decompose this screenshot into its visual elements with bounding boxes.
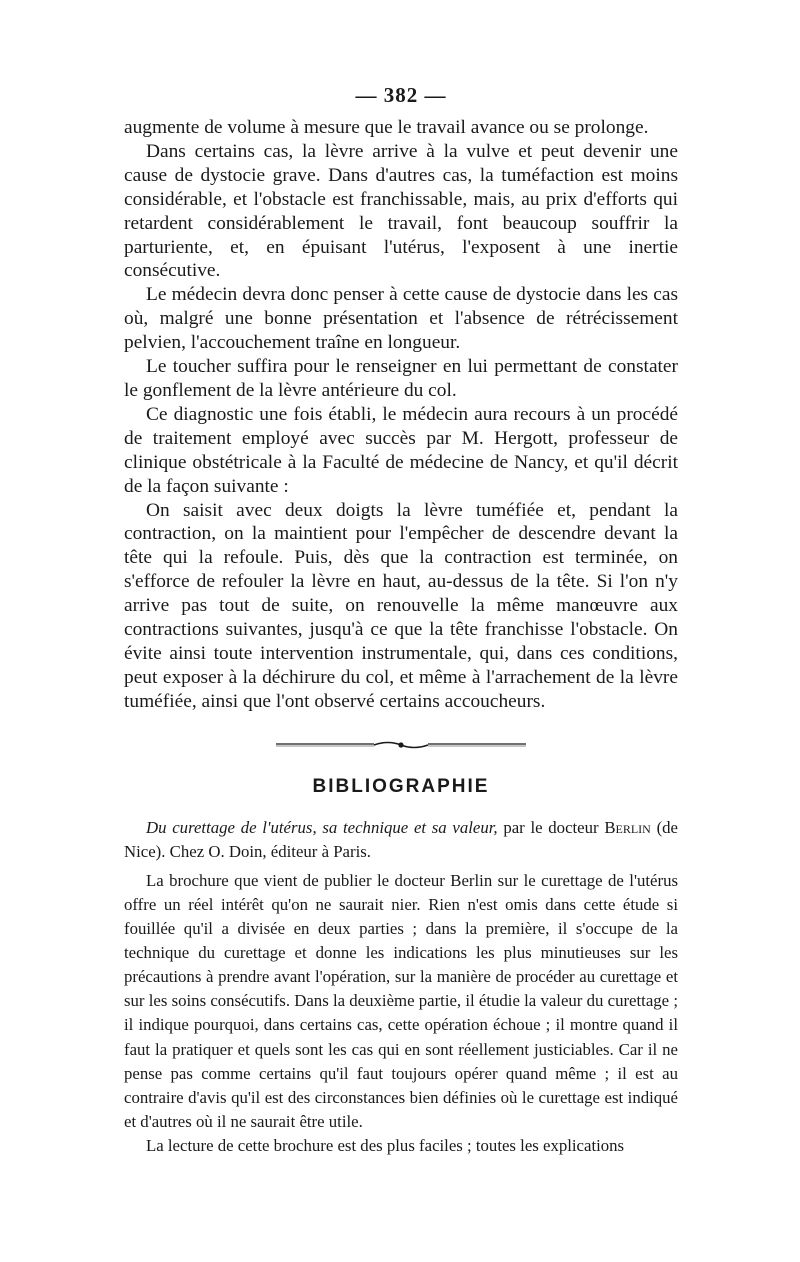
- bibliography-reference: [124, 816, 678, 864]
- paragraph: Ce diagnostic une fois établi, le médecin aura recours à un procédé de traitement employé avec succès par M. Hergott, professeur de clinique obstétricale à la Faculté de médecine de Nancy, et qu'il décrit de la façon suivante :: [124, 403, 678, 497]
- paragraph: La brochure que vient de publier le docteur Berlin sur le curettage de l'utérus offre un réel intérêt qu'on ne saurait nier. Rien n'est omis dans cette étude si fouillée qu'il a divisée en deux parties ; dans la première, il s'occupe de la technique du curettage et donne les indications les plus minutieuses sur les précautions à prendre avant l'opération, sur la manière de procéder au curettage et sur les soins consécutifs. Dans la deuxième partie, il étudie la valeur du curettage ; il indique pourquoi, dans certains cas, cette opération échoue ; il montre quand il faut la pratiquer et quels sont les cas qui en sont réellement justiciables. Car il ne pense pas comme certains qu'il faut toujours opérer quand même ; il est au contraire d'avis qu'il est des circonstances bien définies où le curettage est indiqué et d'autres où il ne saurait être utile.: [124, 870, 678, 1131]
- reference-by: par le docteur: [497, 817, 605, 837]
- paragraph: On saisit avec deux doigts la lèvre tuméfiée et, pendant la contraction, on la maintient pour l'empêcher de descendre devant la tête qui la refoule. Puis, dès que la contraction est terminée, on s'efforce de refouler la lèvre en haut, au-dessus de la tête. Si l'on n'y arrive pas tout de suite, on renouvelle la même manœuvre aux contractions suivantes, jusqu'à ce que la tête franchisse l'obstacle. On évite ainsi toute intervention instrumentale, qui, dans ces conditions, peut exposer à la déchirure du col, et même à l'arrachement de la lèvre tuméfiée, ainsi que l'ont observé certains accoucheurs.: [124, 499, 678, 712]
- paragraph: Le médecin devra donc penser à cette cause de dystocie dans les cas où, malgré une bonne présentation et l'absence de rétrécissement pelvien, l'accouchement traîne en longueur.: [124, 284, 678, 354]
- paragraph: Le toucher suffira pour le renseigner en lui permettant de constater le gonflement de la lèvre antérieure du col.: [124, 356, 678, 401]
- paragraph: augmente de volume à mesure que le travail avance ou se prolonge.: [124, 117, 649, 138]
- paragraph: La lecture de cette brochure est des plus faciles ; toutes les explications: [146, 1135, 625, 1155]
- reference-title: Du curettage de l'utérus, sa technique et sa valeur,: [146, 817, 498, 837]
- ornamental-divider: [124, 738, 678, 750]
- page-number: — 382 —: [355, 83, 447, 107]
- page: [124, 80, 678, 1158]
- bibliography-section: [124, 816, 678, 1158]
- reference-publisher: (de Nice). Chez O. Doin, éditeur à Paris.: [124, 817, 679, 861]
- bibliography-heading: BIBLIOGRAPHIE: [312, 775, 490, 797]
- ornament-rule-icon: [276, 738, 526, 750]
- reference-author: Berlin: [604, 817, 651, 837]
- main-text: [124, 116, 678, 714]
- paragraph: Dans certains cas, la lèvre arrive à la vulve et peut devenir une cause de dystocie grave. Dans d'autres cas, la tuméfaction est moins considérable, et l'obstacle est franchissable, mais, au prix d'efforts qui retardent considérablement le travail, font beaucoup souffrir la parturiente, et, en épuisant l'utérus, l'exposent à une inertie consécutive.: [124, 140, 678, 282]
